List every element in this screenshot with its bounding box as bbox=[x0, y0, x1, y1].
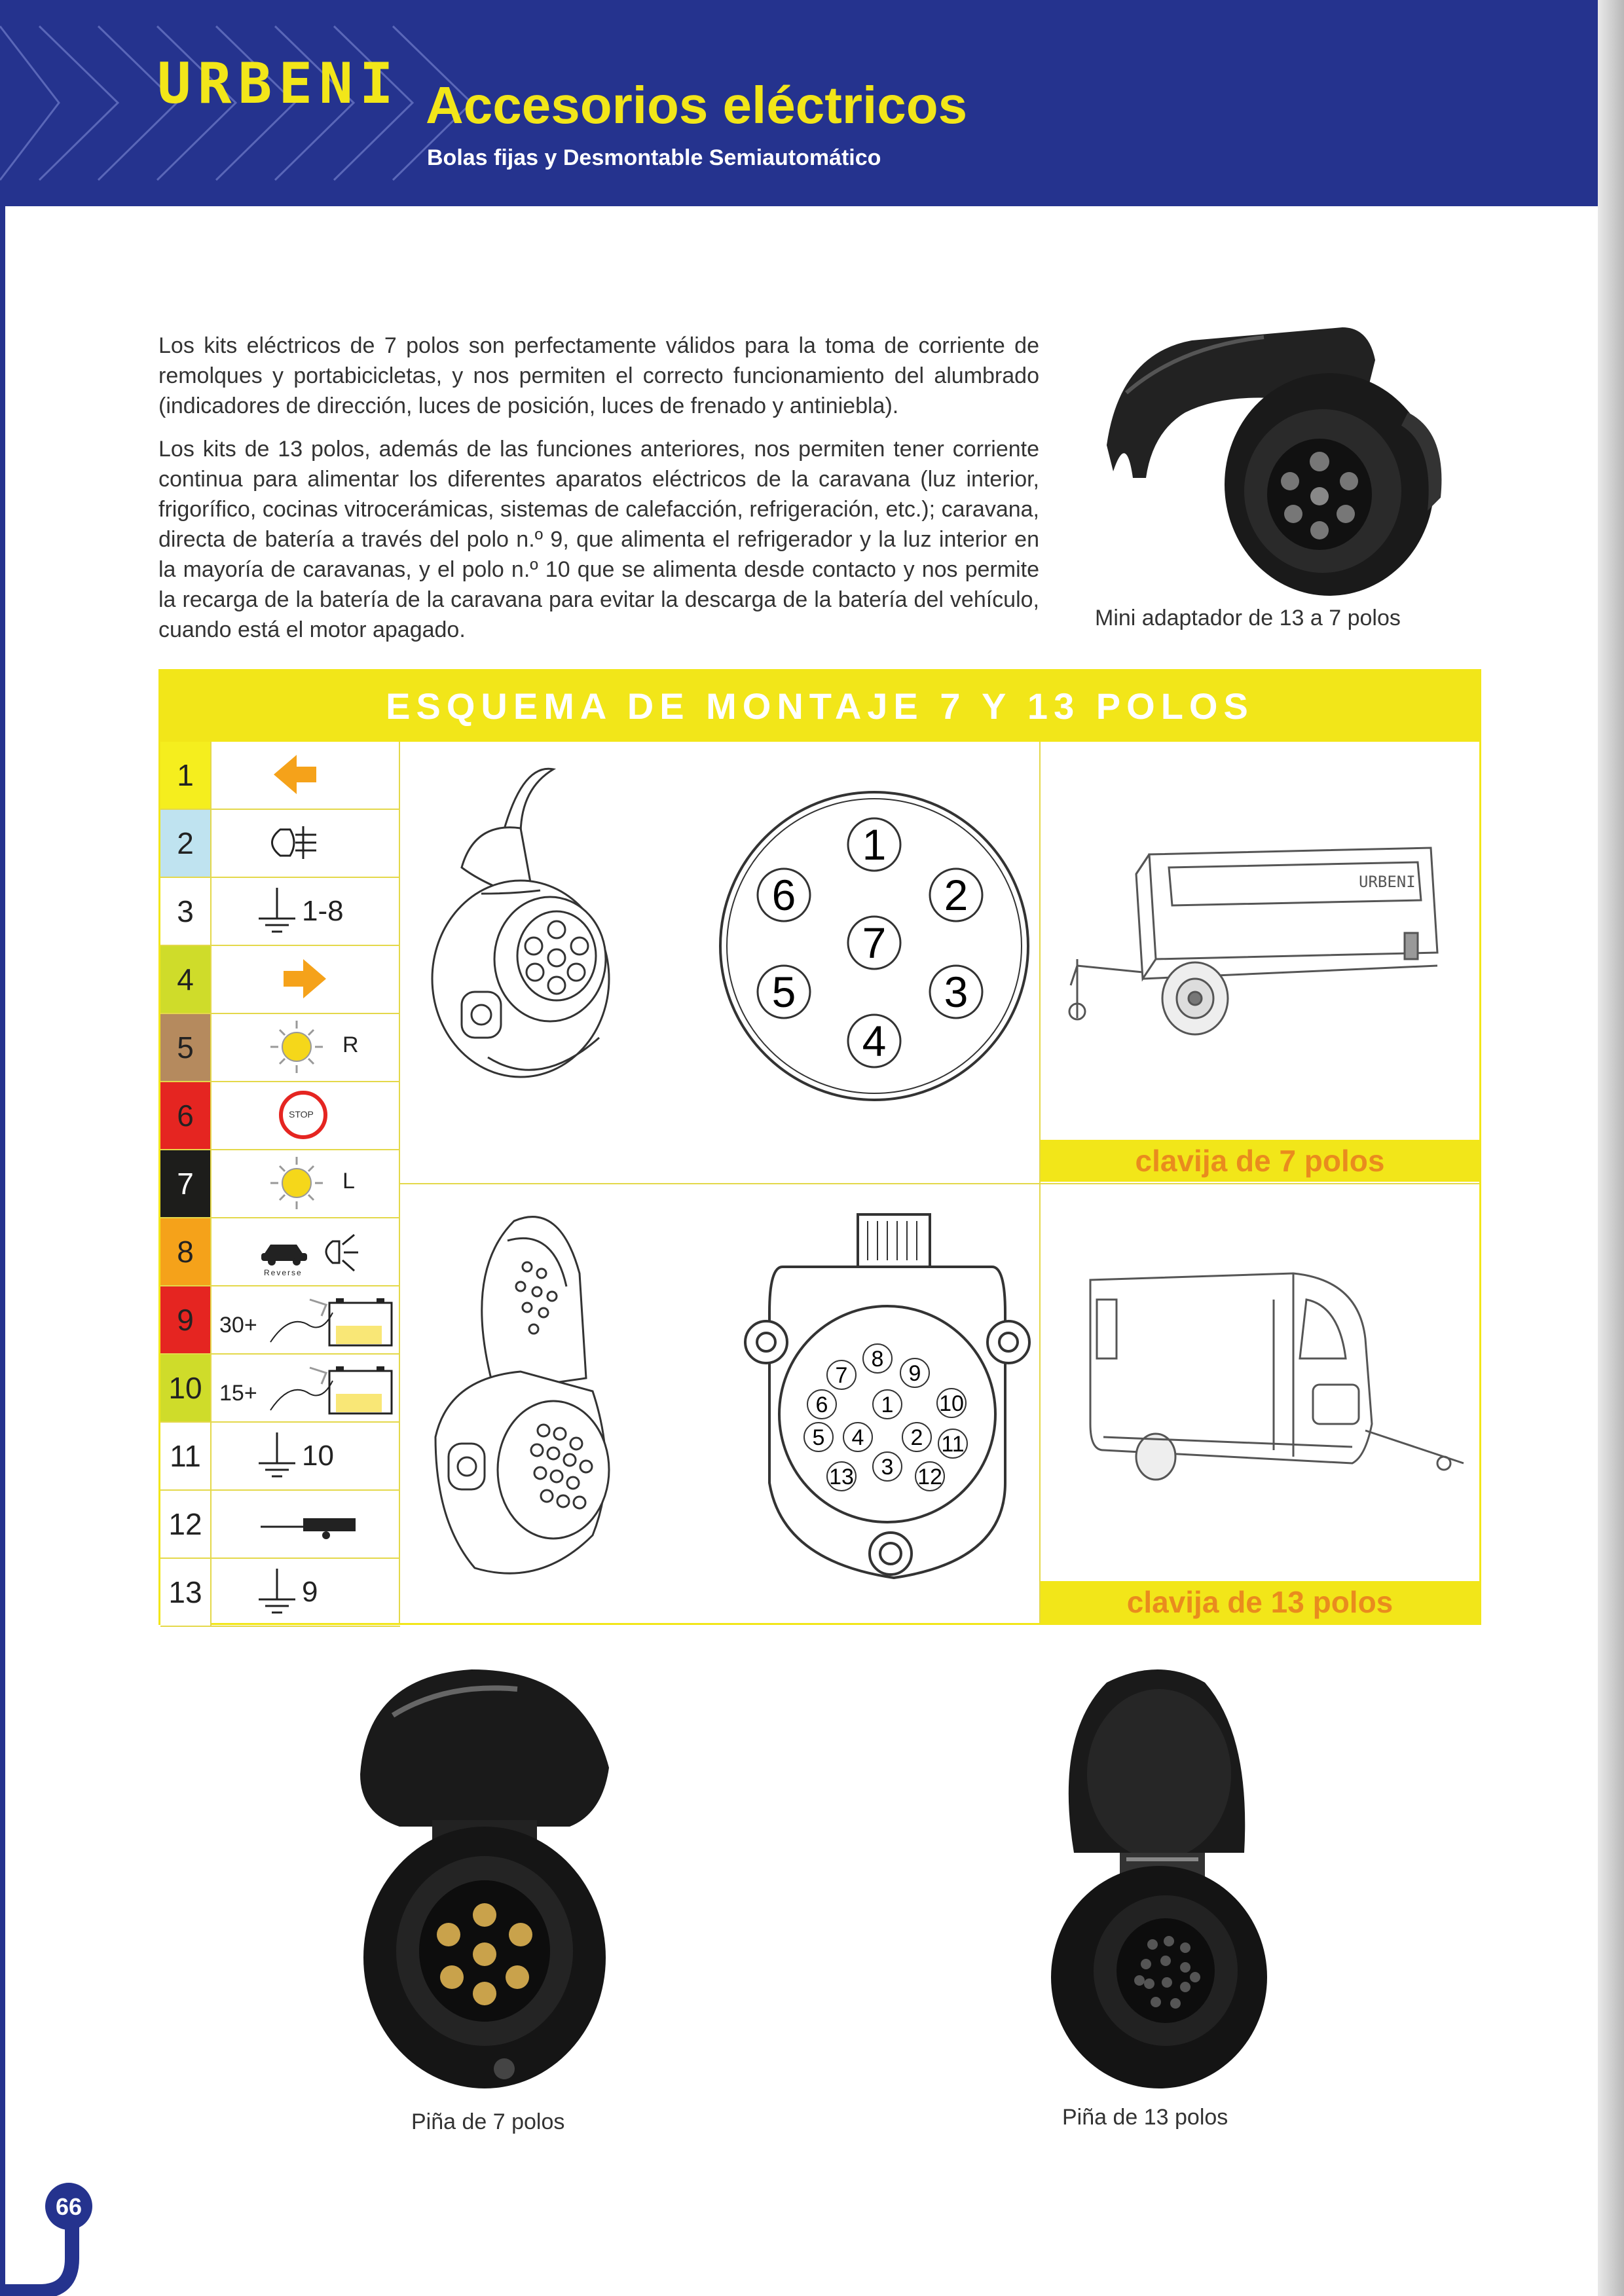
socket-13-drawing bbox=[422, 1195, 632, 1607]
pin-13-label: 5 bbox=[812, 1425, 825, 1450]
legend-row bbox=[160, 1491, 400, 1559]
pin-number: 3 bbox=[160, 878, 210, 945]
page-number: 66 bbox=[55, 2193, 83, 2220]
trailer-drawing bbox=[1064, 828, 1470, 1090]
adapter-caption: Mini adaptador de 13 a 7 polos bbox=[1095, 606, 1401, 630]
wiring-scheme bbox=[158, 669, 1481, 1625]
light-icon bbox=[212, 1150, 400, 1216]
intro-text bbox=[158, 331, 1039, 658]
pin-13-label: 12 bbox=[917, 1465, 942, 1489]
pin-7-label: 3 bbox=[944, 968, 969, 1016]
pin-function bbox=[210, 1559, 400, 1626]
pin-7-label: 1 bbox=[862, 820, 887, 869]
pin-7-label: 6 bbox=[771, 871, 796, 919]
page-edge bbox=[1598, 0, 1624, 2296]
scheme-title: ESQUEMA DE MONTAJE 7 Y 13 POLOS bbox=[160, 671, 1479, 742]
photo-caption-7: Piña de 7 polos bbox=[411, 2109, 565, 2134]
intro-paragraph-1: Los kits eléctricos de 7 polos son perfectamente válidos para la toma de corriente de remolques y portabicicletas, y nos permiten el correcto funcionamiento del alumbrado (indicadores de dirección, luces de posición, luces de frenado y antiniebla). bbox=[158, 333, 1039, 418]
page-left-edge bbox=[0, 206, 5, 2296]
pin-number: 12 bbox=[160, 1491, 210, 1558]
socket-7-drawing bbox=[422, 750, 619, 1175]
pin-13-label: 3 bbox=[881, 1455, 894, 1480]
pin-7-label: 7 bbox=[862, 919, 887, 967]
pin-function-label: 15+ bbox=[219, 1381, 257, 1406]
pin-number: 8 bbox=[160, 1218, 210, 1285]
mini-adapter-photo bbox=[1094, 314, 1473, 615]
pin-function bbox=[210, 1286, 400, 1353]
pin-number: 6 bbox=[160, 1082, 210, 1149]
light-icon bbox=[212, 1014, 400, 1080]
legend-row bbox=[160, 1218, 400, 1286]
pin-function-label: R bbox=[342, 1032, 359, 1057]
legend-row bbox=[160, 1014, 400, 1082]
legend-row bbox=[160, 946, 400, 1014]
right-arrow-icon bbox=[212, 946, 400, 1011]
reverse-light-icon bbox=[212, 1218, 400, 1284]
legend-row bbox=[160, 810, 400, 878]
pin-7-label: 5 bbox=[771, 968, 796, 1016]
pin-function bbox=[210, 1014, 400, 1081]
pin-13-label: 9 bbox=[908, 1361, 921, 1386]
pin-number: 10 bbox=[160, 1355, 210, 1421]
pin-13-label: 7 bbox=[835, 1363, 848, 1388]
legend-row bbox=[160, 742, 400, 810]
pin-function bbox=[210, 810, 400, 877]
pin-function bbox=[210, 742, 400, 809]
pin-number: 4 bbox=[160, 946, 210, 1013]
pin-7-label: 4 bbox=[862, 1017, 887, 1065]
pin-function-label: 1-8 bbox=[302, 895, 344, 927]
pin-13-label: 2 bbox=[910, 1425, 923, 1450]
pin-number: 5 bbox=[160, 1014, 210, 1081]
pin-7-label: 2 bbox=[944, 871, 969, 919]
header-banner bbox=[0, 0, 1598, 206]
pin-function bbox=[210, 1218, 400, 1285]
pin-function bbox=[210, 1150, 400, 1217]
trailer-brand: URBENI bbox=[1359, 873, 1416, 891]
page-title: Accesorios eléctricos bbox=[426, 76, 968, 134]
trailer-icon bbox=[212, 1491, 400, 1556]
pin-13-label: 11 bbox=[941, 1432, 965, 1457]
socket-7-photo bbox=[354, 1663, 616, 2095]
legend-row bbox=[160, 1423, 400, 1491]
clavija-7-label: clavija de 7 polos bbox=[1041, 1140, 1479, 1182]
brand-logo: URBENI bbox=[157, 51, 400, 117]
pin-number: 13 bbox=[160, 1559, 210, 1626]
pin-function-label: STOP bbox=[289, 1109, 314, 1120]
pin-function bbox=[210, 1423, 400, 1489]
pin-number: 2 bbox=[160, 810, 210, 877]
pin-13-label: 1 bbox=[881, 1393, 894, 1417]
clavija-13-label: clavija de 13 polos bbox=[1041, 1581, 1479, 1623]
pin-function-label: Reverse bbox=[264, 1268, 303, 1277]
pin-number: 7 bbox=[160, 1150, 210, 1217]
pin-13-label: 10 bbox=[939, 1391, 964, 1416]
pin-number: 1 bbox=[160, 742, 210, 809]
pin-13-label: 4 bbox=[851, 1425, 864, 1450]
legend-row bbox=[160, 1355, 400, 1423]
pin-function-label: 30+ bbox=[219, 1313, 257, 1338]
pin-13-label: 6 bbox=[815, 1393, 828, 1417]
left-arrow-icon bbox=[212, 742, 400, 807]
pin-13-label: 8 bbox=[871, 1347, 884, 1372]
photo-caption-13: Piña de 13 polos bbox=[1062, 2105, 1228, 2130]
pin-function-label: L bbox=[342, 1169, 355, 1194]
legend-row bbox=[160, 1082, 400, 1150]
pin-13-label: 13 bbox=[829, 1465, 854, 1489]
legend-row bbox=[160, 878, 400, 946]
page-number-badge bbox=[0, 2160, 111, 2296]
pin-function bbox=[210, 1082, 400, 1149]
page-subtitle: Bolas fijas y Desmontable Semiautomático bbox=[427, 145, 881, 170]
pin-number: 11 bbox=[160, 1423, 210, 1489]
legend-row bbox=[160, 1150, 400, 1218]
pin-function bbox=[210, 878, 400, 945]
socket-13-photo bbox=[1048, 1656, 1270, 2095]
legend-row bbox=[160, 1286, 400, 1355]
caravan-drawing bbox=[1077, 1260, 1470, 1535]
pin-function-label: 10 bbox=[302, 1440, 334, 1472]
intro-paragraph-2: Los kits de 13 polos, además de las funciones anteriores, nos permiten tener corriente continua para alimentar los diferentes aparatos eléctricos de la caravana (luz interior, frigorífico, cocinas vitrocerámicas, sistemas de calefacción, refrigeración, etc.); caravana, directa de batería a través del polo n.º 9, que alimenta el refrigerador y la luz interior en la mayoría de caravanas, y el polo n.º 10 que se alimenta desde contacto y nos permite la recarga de la batería de la caravana para evitar la descarga de la batería del vehículo, cuando está el motor apagado. bbox=[158, 437, 1039, 642]
pin-number: 9 bbox=[160, 1286, 210, 1353]
pinout-7-diagram bbox=[710, 782, 1038, 1110]
pinout-13-diagram bbox=[743, 1195, 1031, 1594]
legend-row bbox=[160, 1559, 400, 1627]
fog-light-icon bbox=[212, 810, 400, 875]
pin-function bbox=[210, 1491, 400, 1558]
pin-function bbox=[210, 946, 400, 1013]
pin-function bbox=[210, 1355, 400, 1421]
pin-function-label: 9 bbox=[302, 1576, 318, 1608]
